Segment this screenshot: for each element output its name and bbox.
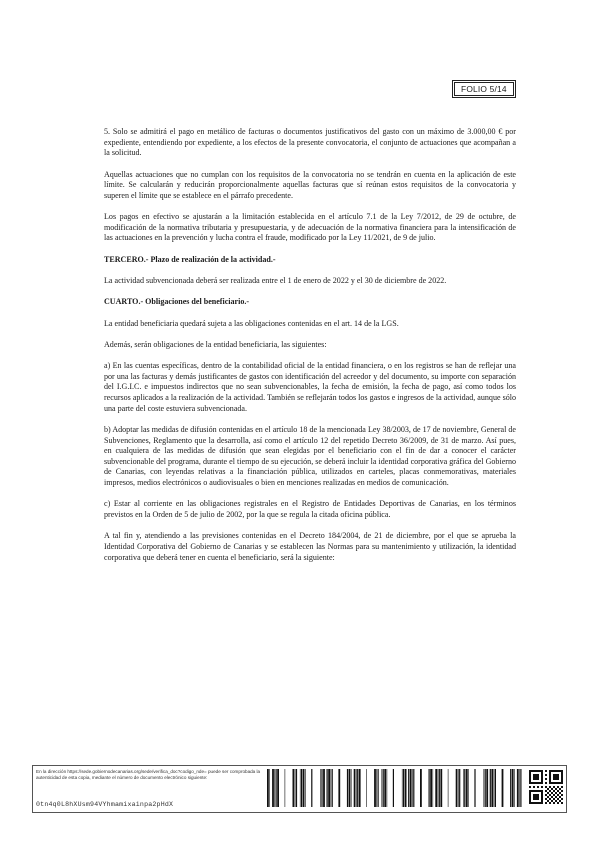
document-code: 0tn4q0L8hXUsm94VYhmamixainpa2pHdX	[36, 801, 174, 808]
paragraph-activity-period: La actividad subvencionada deberá ser realizada entre el 1 de enero de 2022 y el 30 de diciembre de 2022.	[104, 275, 447, 285]
heading-cuarto: CUARTO.- Obligaciones del beneficiario.-	[104, 297, 250, 307]
verification-text: En la dirección https://sede.gobiernodecanarias.org/sede/verifica_doc?codigo_nde= puede ser comprobada la autenticidad de esta copia, mediante el número de documento electrónico siguiente:	[36, 769, 261, 780]
heading-tercero: TERCERO.- Plazo de realización de la actividad.-	[104, 254, 276, 264]
paragraph-obligation-c: c) Estar al corriente en las obligaciones registrales en el Registro de Entidades Deportivas de Canarias, en los términos previstos en la Orden de 5 de julio de 2002, por la que se regula la citada oficina pública.	[104, 499, 516, 519]
folio-box	[452, 80, 516, 98]
paragraph-limit-application: Aquellas actuaciones que no cumplan con los requisitos de la convocatoria no se tendrán en cuenta en la aplicación de este límite. Se calcularán y reducirán proporcionalmente aquellas facturas que sí reúnan estos requisitos de la convocatoria y superen el límite que se establece en el párrafo precedente.	[104, 169, 516, 200]
barcode-image	[267, 769, 523, 807]
paragraph-obligation-b: b) Adoptar las medidas de difusión contenidas en el artículo 18 de la mencionada Ley 38/2003, de 17 de noviembre, General de Subvenciones, Reglamento que la desarrolla, así como el artículo 12 del repetido Decreto 36/2009, de 31 de marzo. Así pues, en cualquiera de las medidas de difusión que sean elegidas por el beneficiario con el fin de dar a conocer el carácter subvencionable del programa, durante el tiempo de su ejecución, se deberá incluir la identidad corporativa gráfica del Gobierno de Canarias, con leyendas relativas a la financiación pública, utilizados en carteles, placas conmemorativas, materiales impresos, medios electrónicos o audiovisuales o bien en menciones realizadas en medios de comunicación.	[104, 425, 516, 488]
paragraph-additional-obligations: Además, serán obligaciones de la entidad beneficiaria, las siguientes:	[104, 339, 327, 349]
paragraph-lgs-obligations: La entidad beneficiaria quedará sujeta a las obligaciones contenidas en el art. 14 de la LGS.	[104, 318, 399, 328]
paragraph-corporate-identity: A tal fin y, atendiendo a las previsiones contenidas en el Decreto 184/2004, de 21 de diciembre, por el que se aprueba la Identidad Corporativa del Gobierno de Canarias y se establecen las Normas para su mantenimiento y utilización, la identidad corporativa que deberá tener en cuenta el beneficiario, será la siguiente:	[104, 531, 516, 562]
paragraph-obligation-a: a) En las cuentas específicas, dentro de la contabilidad oficial de la entidad financiera, o en los registros se han de reflejar una por una las facturas y demás justificantes de gastos con identificación del acreedor y del documento, su importe con separación del I.G.I.C. e impuestos indirectos que no sean subvencionables, la fecha de emisión, la fecha de pago, así como todos los recursos aplicados a la realización de la actividad. También se reflejarán todos los gastos e ingresos de la actividad, aunque sólo una parte del coste estuviera subvencionada.	[104, 361, 516, 413]
paragraph-cash-payment-limit: 5. Solo se admitirá el pago en metálico de facturas o documentos justificativos del gasto con un máximo de 3.000,00 € por expediente, entendiendo por expediente, a los efectos de la presente convocatoria, el conjunto de actuaciones que acompañan a la solicitud.	[104, 127, 516, 158]
folio-label: FOLIO 5/14	[454, 82, 514, 96]
paragraph-cash-payment-law: Los pagos en efectivo se ajustarán a la limitación establecida en el artículo 7.1 de la Ley 7/2012, de 29 de octubre, de modificación de la normativa tributaria y presupuestaria, y de adecuación de la normativa financiera para la intensificación de las actuaciones en la prevención y lucha contra el fraude, modificado por la Ley 11/2021, de 9 de julio.	[104, 212, 516, 243]
document-body	[104, 127, 516, 574]
qr-code-image	[529, 770, 563, 804]
verification-footer	[32, 765, 567, 813]
